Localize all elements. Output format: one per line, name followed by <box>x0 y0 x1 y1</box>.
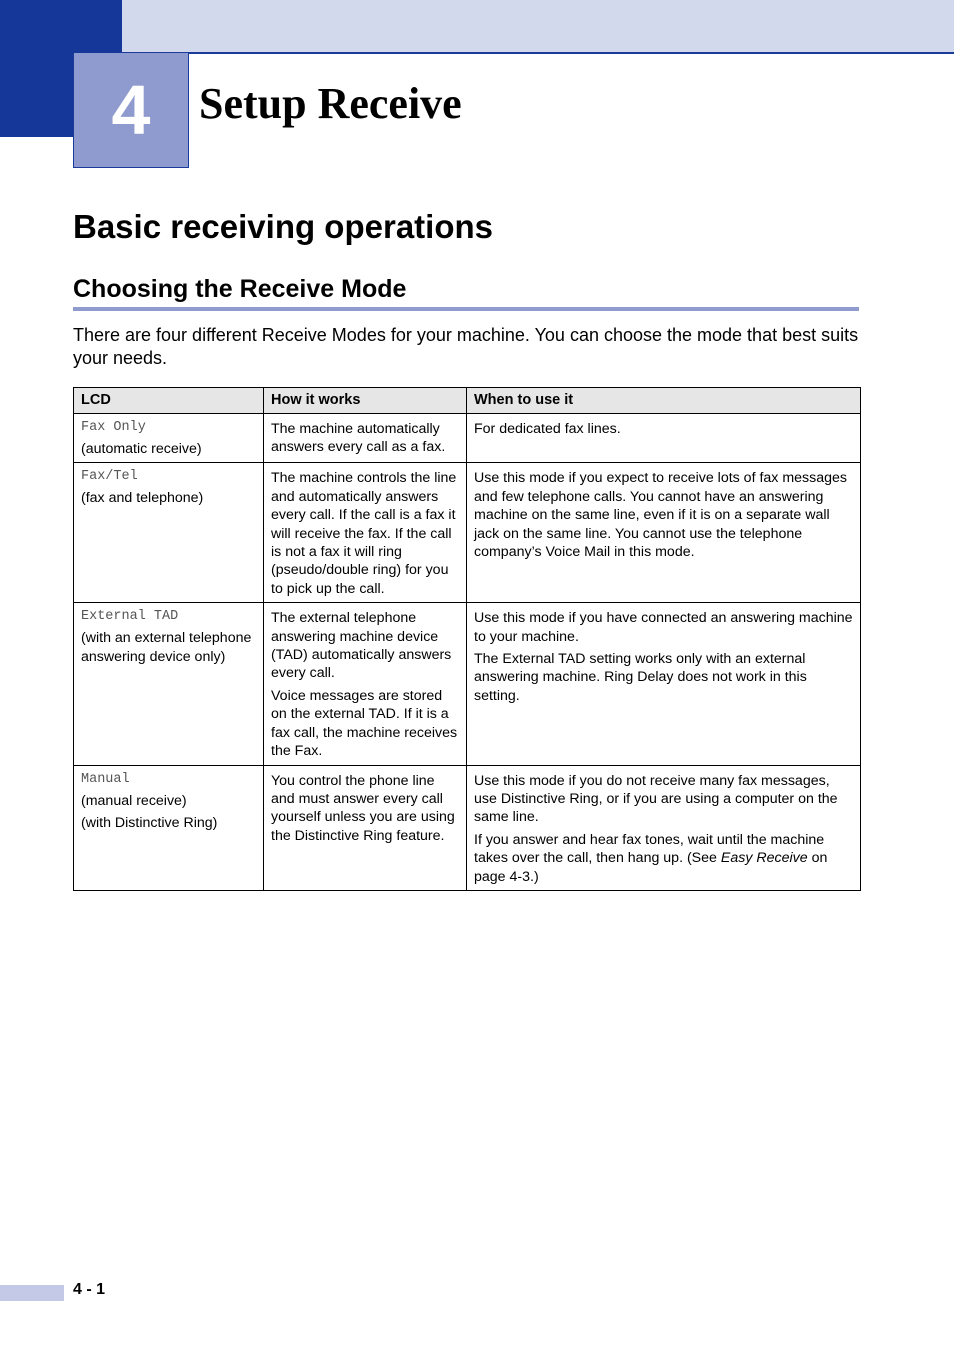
when-text: Use this mode if you expect to receive lots of fax messages and few telephone calls. You cannot have an answering machine on the same line, even if it is on a separate wall jack on the same line. You cannot use the telephone company’s Voice Mail in this mode. <box>474 470 847 561</box>
how-cell <box>264 603 467 765</box>
intro-paragraph: There are four different Receive Modes for your machine. You can choose the mode that best suits your needs. <box>73 325 859 368</box>
lcd-note: (fax and telephone) <box>81 490 204 507</box>
lcd-mode-name: Manual <box>81 771 130 787</box>
when-text: Use this mode if you have connected an answering machine to your machine. <box>474 610 853 645</box>
how-text: The machine controls the line and automatically answers every call. If the call is a fax it will receive the fax. If the call is not a fax it will ring (pseudo/double ring) for you to pick up the call. <box>271 470 457 597</box>
table-row <box>74 603 861 765</box>
column-header-when: When to use it <box>467 388 861 414</box>
when-text-part: If you answer and hear fax tones, wait until the machine takes over the call, then hang up. (See <box>474 831 825 867</box>
how-text: The external telephone answering machine device (TAD) automatically answers every call. <box>271 610 452 682</box>
subsection-underline <box>73 307 859 311</box>
footer-band <box>0 1285 64 1301</box>
when-cell <box>467 603 861 765</box>
when-text <box>474 831 854 886</box>
how-text: Voice messages are stored on the external TAD. If it is a fax call, the machine receives the Fax. <box>271 687 458 760</box>
header-band <box>0 0 954 54</box>
when-text-part: on page 4-3.) <box>474 850 828 885</box>
when-cell <box>467 414 861 463</box>
subsection-heading: Choosing the Receive Mode <box>73 275 407 303</box>
table-row <box>74 463 861 603</box>
how-cell <box>264 414 467 463</box>
lcd-mode-name: Fax Only <box>81 420 146 435</box>
table-row <box>74 414 861 463</box>
lcd-cell <box>74 603 264 765</box>
how-cell <box>264 463 467 603</box>
lcd-cell <box>74 463 264 603</box>
when-text: For dedicated fax lines. <box>474 421 621 437</box>
when-text: Use this mode if you do not receive many fax messages, use Distinctive Ring, or if you are using a computer on the same line. <box>474 772 838 826</box>
how-cell <box>264 765 467 890</box>
receive-modes-table <box>73 387 861 891</box>
page-number: 4 - 1 <box>73 1281 106 1298</box>
column-header-how: How it works <box>264 388 467 414</box>
how-text: You control the phone line and must answer every call yourself unless you are using the Distinctive Ring feature. <box>271 772 455 844</box>
column-header-lcd: LCD <box>74 388 264 414</box>
chapter-number-box <box>73 53 189 168</box>
lcd-cell <box>74 414 264 463</box>
lcd-mode-name: Fax/Tel <box>81 469 138 485</box>
section-heading: Basic receiving operations <box>73 208 493 245</box>
lcd-note: (manual receive) <box>81 792 187 809</box>
table-row <box>74 765 861 890</box>
lcd-mode-name: External TAD <box>81 609 179 625</box>
cross-reference-link[interactable]: Easy Receive <box>720 850 808 867</box>
chapter-title: Setup Receive <box>199 79 462 128</box>
lcd-note: (with an external telephone answering device only) <box>81 630 252 665</box>
lcd-note: (automatic receive) <box>81 441 202 457</box>
when-text: The External TAD setting works only with an external answering machine. Ring Delay does not work in this setting. <box>474 651 807 704</box>
when-cell <box>467 765 861 890</box>
lcd-note: (with Distinctive Ring) <box>81 814 218 831</box>
how-text: The machine automatically answers every call as a fax. <box>271 421 446 456</box>
table-header-row <box>74 388 861 414</box>
when-cell <box>467 463 861 603</box>
chapter-number: 4 <box>111 71 151 149</box>
lcd-cell <box>74 765 264 890</box>
